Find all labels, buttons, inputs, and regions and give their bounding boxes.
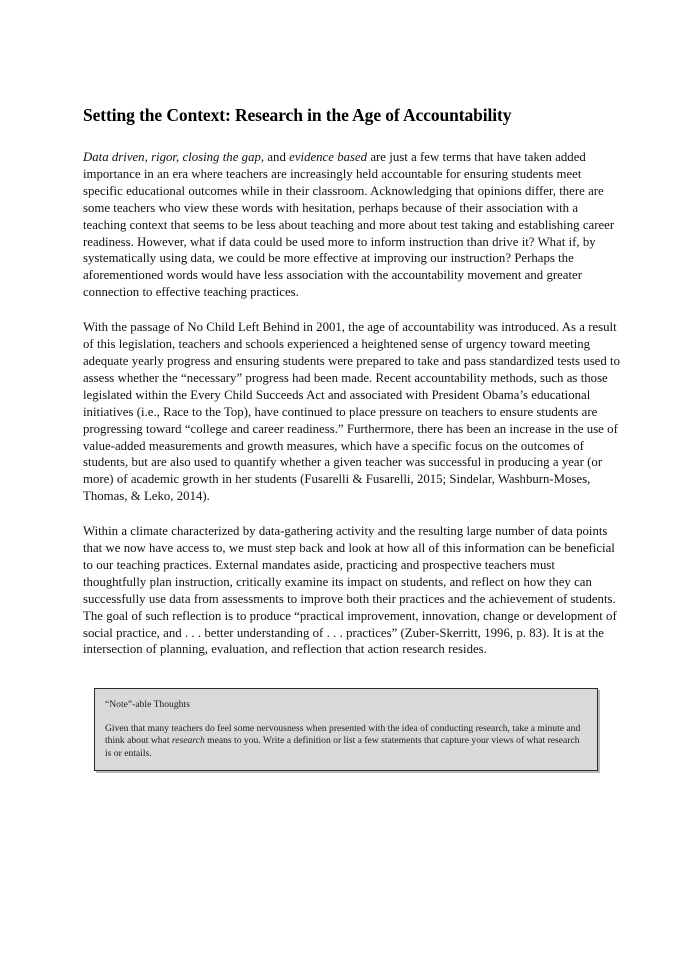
- callout-body-part-2: means to you. Write a definition or list a few statements that capture your views of what research is or entails.: [105, 735, 580, 759]
- paragraph-1-text: are just a few terms that have taken added importance in an era where teachers are increasingly held accountable for ensuring students meet specific educational outcomes while in their classroom. Acknowledging that opinions differ, there are some teachers who view these words with hesitation, perhaps because of their association with a teaching context that seems to be less about teaching and more about test taking and establishing career readiness. However, what if data could be used more to inform instruction than drive it? What if, by systematically using data, we could be more effective at improving our instruction? Perhaps the aforementioned words would have less association with the accountability movement and greater connection to effective teaching practices.: [83, 150, 615, 300]
- paragraph-1-italic-terms-b: evidence based: [289, 150, 368, 164]
- paragraph-1-connector: , and: [260, 150, 290, 164]
- callout-box: [94, 688, 598, 771]
- callout-body: [105, 723, 586, 760]
- page-title: Setting the Context: Research in the Age of Accountability: [83, 105, 512, 125]
- callout-title: “Note”-able Thoughts: [105, 699, 190, 710]
- notable-thoughts-callout: [94, 688, 598, 771]
- callout-body-part-1: Given that many teachers do feel some nervousness when presented with the idea of conducting research, take a minute and think about what: [105, 723, 581, 747]
- paragraph-1: [83, 149, 621, 301]
- paragraph-2: With the passage of No Child Left Behind in 2001, the age of accountability was introduced. As a result of this legislation, teachers and schools experienced a heightened sense of urgency toward meeting adequate yearly progress and ensuring students were prepared to take and pass standardized tests used to assess whether the “necessary” progress had been made. Recent accountability methods, such as those legislated within the Every Child Succeeds Act and associated with President Obama’s educational initiatives (i.e., Race to the Top), have continued to place pressure on teachers to ensure students are progressing toward “college and career readiness.” Furthermore, there has been an increase in the use of value-added measurements and growth measures, which have a specific focus on the outcomes of students, but are also used to quantify whether a given teacher was successful in producing a year (or more) of academic growth in her students (Fusarelli & Fusarelli, 2015; Sindelar, Washburn-Moses, Thomas, & Leko, 2014).: [83, 320, 621, 504]
- paragraph-3: Within a climate characterized by data-gathering activity and the resulting large number of data points that we now have access to, we must step back and look at how all of this information can be beneficial to our teaching practices. External mandates aside, practicing and prospective teachers must thoughtfully plan instruction, critically examine its impact on students, and reflect on how they can successfully use data from assessments to improve both their practices and the achievement of students. The goal of such reflection is to produce “practical improvement, innovation, change or development of social practice, and . . . better understanding of . . . practices” (Zuber-Skerritt, 1996, p. 83). It is at the intersection of planning, evaluation, and reflection that action research resides.: [83, 524, 617, 657]
- document-body: [83, 104, 621, 683]
- callout-body-italic-word: research: [171, 735, 205, 747]
- paragraph-1-italic-terms-a: Data driven, rigor, closing the gap: [83, 150, 261, 164]
